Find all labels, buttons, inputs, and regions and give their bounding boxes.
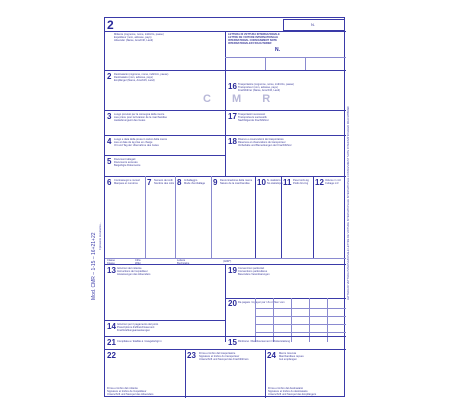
box-4-number: 4 (107, 137, 112, 146)
box-6-label: Contrassegni e numeri Marques et numéros (114, 179, 141, 185)
box-23-number: 23 (187, 351, 196, 360)
box-6-number: 6 (107, 178, 112, 187)
adr-lettera: Lettera Buchstabe (177, 259, 190, 265)
box-14-label: Istruzioni per il pagamento del porto Prescriptions d'affranchissement Frachtzahlungsanweisungen (117, 323, 159, 332)
cmr-form (104, 17, 345, 397)
box-23-label: Firma e timbro del trasportatore Signature et timbre du transporteur Unterschrift und Stempel des Frachtführers (199, 352, 249, 361)
box-18-label: Riserve e osservazioni del trasportatore Réserves et observations du transporteur Vorbehalte und Bemerkungen der Frachtführer (238, 138, 292, 147)
box-3-number: 3 (107, 112, 112, 121)
box-4-label: Luogo e data della presa in carico della merce Lieu et date de la prise en charge Ort und Tag der Übernahme des Gutes (114, 138, 168, 147)
box-16-label: Trasportatore (cognome, nome, indirizzo, paese) Transporteur (nom, adresse, pays) Frachtführer (Name, Anschrift, Land) (238, 83, 294, 92)
box-5-number: 5 (107, 157, 112, 166)
box-3-label: Luogo previsto per la consegna della merce Lieu prévu pour la livraison de la marchandise Auslieferungsort des Gutes (114, 113, 167, 122)
box-22-caption: Firma e timbro del mittente Signature et timbre de l'expéditeur Unterschrift und Stempel des Absenders (107, 387, 154, 396)
box-7-label: Numero dei colli Nombre des colis (154, 179, 175, 185)
box-2-label: Destinatario (cognome, nome, indirizzo, paese) Destinataire (nom, adresse, pays) Empfänger (Name, Anschrift, Land) (114, 73, 169, 82)
box-8-number: 8 (177, 178, 182, 187)
box-15-number: 15 (228, 338, 237, 347)
side-label-left: Mod. CMR – 1-15 – 16+21+22 (91, 232, 97, 300)
box-22-number: 22 (107, 351, 116, 360)
box-15-label: Rimborso / Remboursement / Rückerstattung (238, 340, 291, 343)
box-16-number: 16 (228, 82, 237, 91)
box-21-label: Compilata a / Etablie à / Ausgefertigt in (117, 340, 162, 343)
box-13-label: Istruzioni del mittente Instructions de l'expéditeur Anweisungen des Absenders (117, 267, 151, 276)
header-n-label: N. (311, 22, 315, 27)
box-10-number: 10 (257, 178, 266, 187)
box-18-number: 18 (228, 137, 237, 146)
cmr-watermark: C M R (203, 93, 280, 105)
box-5-label: Documenti allegati Documents annexés Beigefügte Dokumente (114, 158, 141, 167)
copy-number: 2 (107, 18, 114, 32)
box-12-number: 12 (315, 178, 324, 187)
box-7-number: 7 (147, 178, 152, 187)
box-9-label: Denominazione della merce Nature de la marchandise (220, 179, 253, 185)
side-label-right: LETTERA DI VETTURA INTERNAZIONALE LETTRE DE VOITURE INTERNATIONALE INTERNATIONAL CONSIGNMENT NOTE INTERNATIONALER FRACHTBRIEF (347, 106, 350, 300)
box-12-label: Volume in m3 Cubage m3 (325, 179, 341, 185)
box-8-label: Imballaggio Mode d'emballage (184, 179, 206, 185)
box-24-label: Merce ricevuta Marchandises reçues Gut empfangen (279, 352, 304, 361)
box-14-number: 14 (107, 322, 116, 331)
box-20-label: Da pagare / A payer par / Zu zahlen vom (238, 301, 285, 304)
box-24-caption: Firma e timbro del destinatario Signature et timbre du destinataire Unterschrift und Stempel des Empfängers (268, 387, 317, 396)
box-24-number: 24 (267, 351, 276, 360)
box-13-number: 13 (107, 266, 116, 275)
box-17-label: Trasportatori successivi Transporteurs successifs Nachfolgende Frachtführer (238, 113, 269, 122)
header-title-n: N. (275, 47, 280, 53)
box-17-number: 17 (228, 112, 237, 121)
box-19-number: 19 (228, 266, 237, 275)
adr-label: (ADR*) (223, 260, 232, 263)
header-title: LETTERA DI VETTURA INTERNAZIONALE LETTRE DE VOITURE INTERNATIONALE INTERNATIONAL CONSIGNMENT NOTE INTERNATIONALER FRACHTBRIEF (228, 33, 280, 45)
box-9-number: 9 (213, 178, 218, 187)
box-2-number: 2 (107, 72, 112, 81)
adr-classe: Classe Klasse (107, 259, 115, 265)
box-20-number: 20 (228, 299, 237, 308)
adr-cifra: Cifra Ziffer (135, 259, 141, 265)
box-10-label: N. statistico No statistique (267, 179, 283, 185)
box-21-number: 21 (107, 338, 116, 347)
box-11-number: 11 (283, 178, 292, 187)
box-11-label: Peso lordo kg Poids brut kg (293, 179, 309, 185)
box-19-label: Convenzioni particolari Conventions particulières Besondere Vereinbarungen (238, 267, 270, 276)
box-1-label: Mittente (cognome, nome, indirizzo, paese) Expéditeur (nom, adresse, pays) Absender (Name, Anschrift, Land) (114, 33, 164, 42)
side-label-left-small: Il presente documento... (99, 222, 102, 250)
